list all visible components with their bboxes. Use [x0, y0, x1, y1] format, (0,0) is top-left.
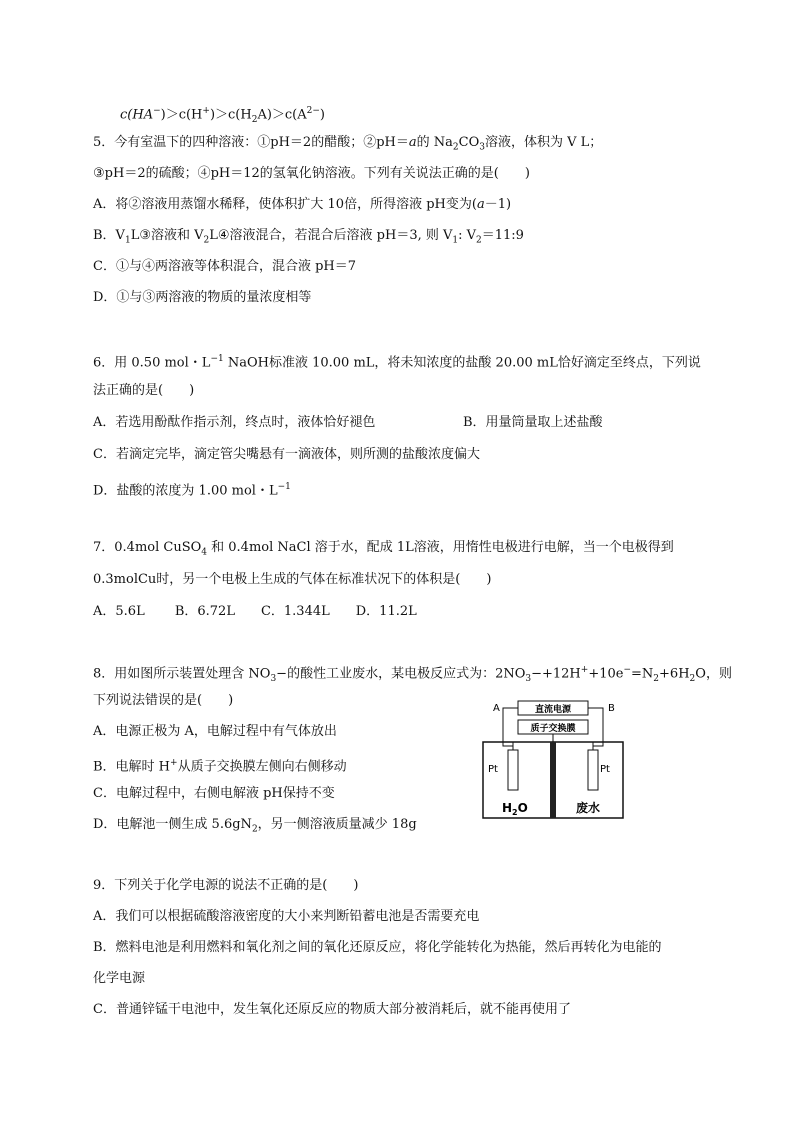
q6-option-d	[93, 478, 291, 500]
q8-option-d	[93, 816, 417, 839]
sup: −	[153, 106, 161, 116]
electrode-right	[588, 750, 598, 790]
label-a: A	[493, 703, 500, 714]
text-frag: 7．0.4mol CuSO	[93, 540, 202, 555]
text-frag: L③溶液和 V	[130, 228, 204, 243]
q9-stem: 9．下列关于化学电源的说法不正确的是( )	[93, 878, 359, 893]
text-frag: 6．用 0.50 mol・L	[93, 355, 211, 371]
text-frag: 和 0.4mol NaCl 溶于水，配成 1L溶液，用惰性电极进行电解，当一个电极得到	[207, 540, 674, 555]
q5-option-b	[93, 227, 524, 250]
text-frag: ，另一侧溶液质量减少 18g	[257, 817, 417, 832]
q5-stem-line2: ③pH＝2的硫酸；④pH＝12的氢氧化钠溶液。下列有关说法正确的是( )	[93, 166, 530, 181]
text-frag: 8．用如图所示装置处理含 NO	[93, 666, 271, 682]
text-frag: B．电解时 H	[93, 759, 171, 775]
q8-stem-line1	[93, 661, 732, 688]
text-frag: =N	[631, 666, 654, 682]
h: H	[502, 801, 513, 815]
text-frag: NaOH标准液 10.00 mL，将未知浓度的盐酸 20.00 mL恰好滴定至终点，下列说	[223, 355, 701, 371]
text-frag: A)＞c(A	[257, 107, 307, 123]
q8-option-c: C．电解过程中，右侧电解液 pH保持不变	[93, 786, 335, 801]
sub: 2	[452, 142, 459, 153]
q5-option-a	[93, 196, 511, 214]
text-frag: L④溶液混合，若混合后溶液 pH＝3, 则 V	[209, 228, 453, 243]
q9-option-a: A．我们可以根据硫酸溶液密度的大小来判断铅蓄电池是否需要充电	[93, 909, 480, 924]
sup: −1	[210, 354, 224, 364]
electrode-left	[508, 750, 518, 790]
text-frag: O，则	[695, 666, 732, 682]
proton-membrane	[550, 742, 556, 818]
text-frag: 5．今有室温下的四种溶液：①pH＝2的醋酸；②pH＝	[93, 135, 409, 150]
q9-option-c: C．普通锌锰干电池中，发生氧化还原反应的物质大部分被消耗后，就不能再使用了	[93, 1002, 571, 1017]
q5-option-d: D．①与③两溶液的物质的量浓度相等	[93, 290, 312, 305]
q8-option-b	[93, 754, 347, 776]
pt-right-label: Pt	[600, 764, 610, 775]
sub: 2	[689, 673, 696, 684]
text-frag: )＞c(H	[209, 107, 252, 123]
q6-option-a: A．若选用酚酞作指示剂，终点时，液体恰好褪色	[93, 415, 376, 430]
q7-stem-line1	[93, 539, 674, 562]
sup: −	[623, 665, 632, 675]
o: O	[517, 801, 528, 815]
q6-option-c: C．若滴定完毕，滴定管尖嘴悬有一滴液体，则所测的盐酸浓度偏大	[93, 447, 480, 462]
text-frag: c(HA	[120, 107, 154, 123]
sub: 1	[124, 235, 131, 246]
text-frag: +6H	[659, 666, 690, 682]
sub: 2	[512, 808, 518, 817]
text-frag: −的酸性工业废水，某电极反应式为：2NO	[276, 666, 526, 682]
sub: 3	[270, 673, 277, 684]
top-inequality-line	[120, 102, 325, 129]
power-source-label: 直流电源	[534, 705, 572, 715]
text-frag: 溶液，体积为 V L；	[484, 135, 603, 150]
electrolysis-diagram	[478, 700, 628, 820]
text-frag: ＝11:9	[481, 228, 524, 243]
sup: −1	[277, 482, 291, 492]
sub: 2	[476, 235, 482, 246]
text-frag: 从质子交换膜左侧向右侧移动	[177, 759, 347, 775]
sub: 2	[251, 824, 258, 835]
var: a	[476, 197, 485, 212]
text-frag: A．将②溶液用蒸馏水稀释，使体积扩大 10倍，所得溶液 pH变为(	[93, 197, 477, 212]
text-frag: : V	[458, 228, 477, 243]
text-frag: CO	[458, 135, 480, 150]
sub: 4	[201, 547, 208, 558]
text-frag: 的 Na	[416, 135, 453, 150]
q8-option-a: A．电源正极为 A，电解过程中有气体放出	[93, 724, 337, 739]
pt-left-label: Pt	[488, 764, 498, 775]
sub: 3	[479, 142, 485, 153]
q5-stem-line1	[93, 134, 602, 157]
sub: 3	[525, 673, 532, 684]
sup: +	[580, 665, 589, 675]
q9-option-b-line1: B．燃料电池是利用燃料和氧化剂之间的氧化还原反应，将化学能转化为热能，然后再转化为电能的	[93, 940, 662, 955]
q6-option-b: B．用量筒量取上述盐酸	[463, 415, 603, 430]
membrane-label: 质子交换膜	[530, 724, 576, 734]
sup: +	[170, 758, 178, 768]
right-solution-label: 废水	[576, 801, 601, 815]
sub: 1	[452, 235, 459, 246]
q8-stem-line2: 下列说法错误的是( )	[93, 693, 234, 708]
text-frag: −+12H	[531, 666, 581, 682]
var: a	[408, 135, 417, 150]
q6-stem-line1	[93, 350, 701, 372]
text-frag: －1)	[484, 197, 512, 212]
text-frag: D．盐酸的浓度为 1.00 mol・L	[93, 483, 278, 499]
sup: 2−	[306, 106, 320, 116]
text-frag: )	[319, 107, 325, 123]
text-frag: +10e	[588, 666, 624, 682]
sup: +	[202, 106, 210, 116]
text-frag: D．电解池一侧生成 5.6gN	[93, 817, 252, 832]
sub: 2	[203, 235, 210, 246]
q7-stem-line2: 0.3molCu时，另一个电极上生成的气体在标准状况下的体积是( )	[93, 572, 492, 587]
text-frag: B．V	[93, 228, 125, 243]
q7-options: A．5.6L B．6.72L C．1.344L D．11.2L	[93, 604, 417, 619]
text-frag: )＞c(H	[160, 107, 203, 123]
sub: 2	[251, 114, 258, 125]
q9-option-b-line2: 化学电源	[93, 971, 146, 986]
label-b: B	[608, 703, 615, 714]
sub: 2	[653, 673, 660, 684]
q6-stem-line2: 法正确的是( )	[93, 383, 195, 398]
q5-option-c: C．①与④两溶液等体积混合，混合液 pH＝7	[93, 259, 357, 274]
